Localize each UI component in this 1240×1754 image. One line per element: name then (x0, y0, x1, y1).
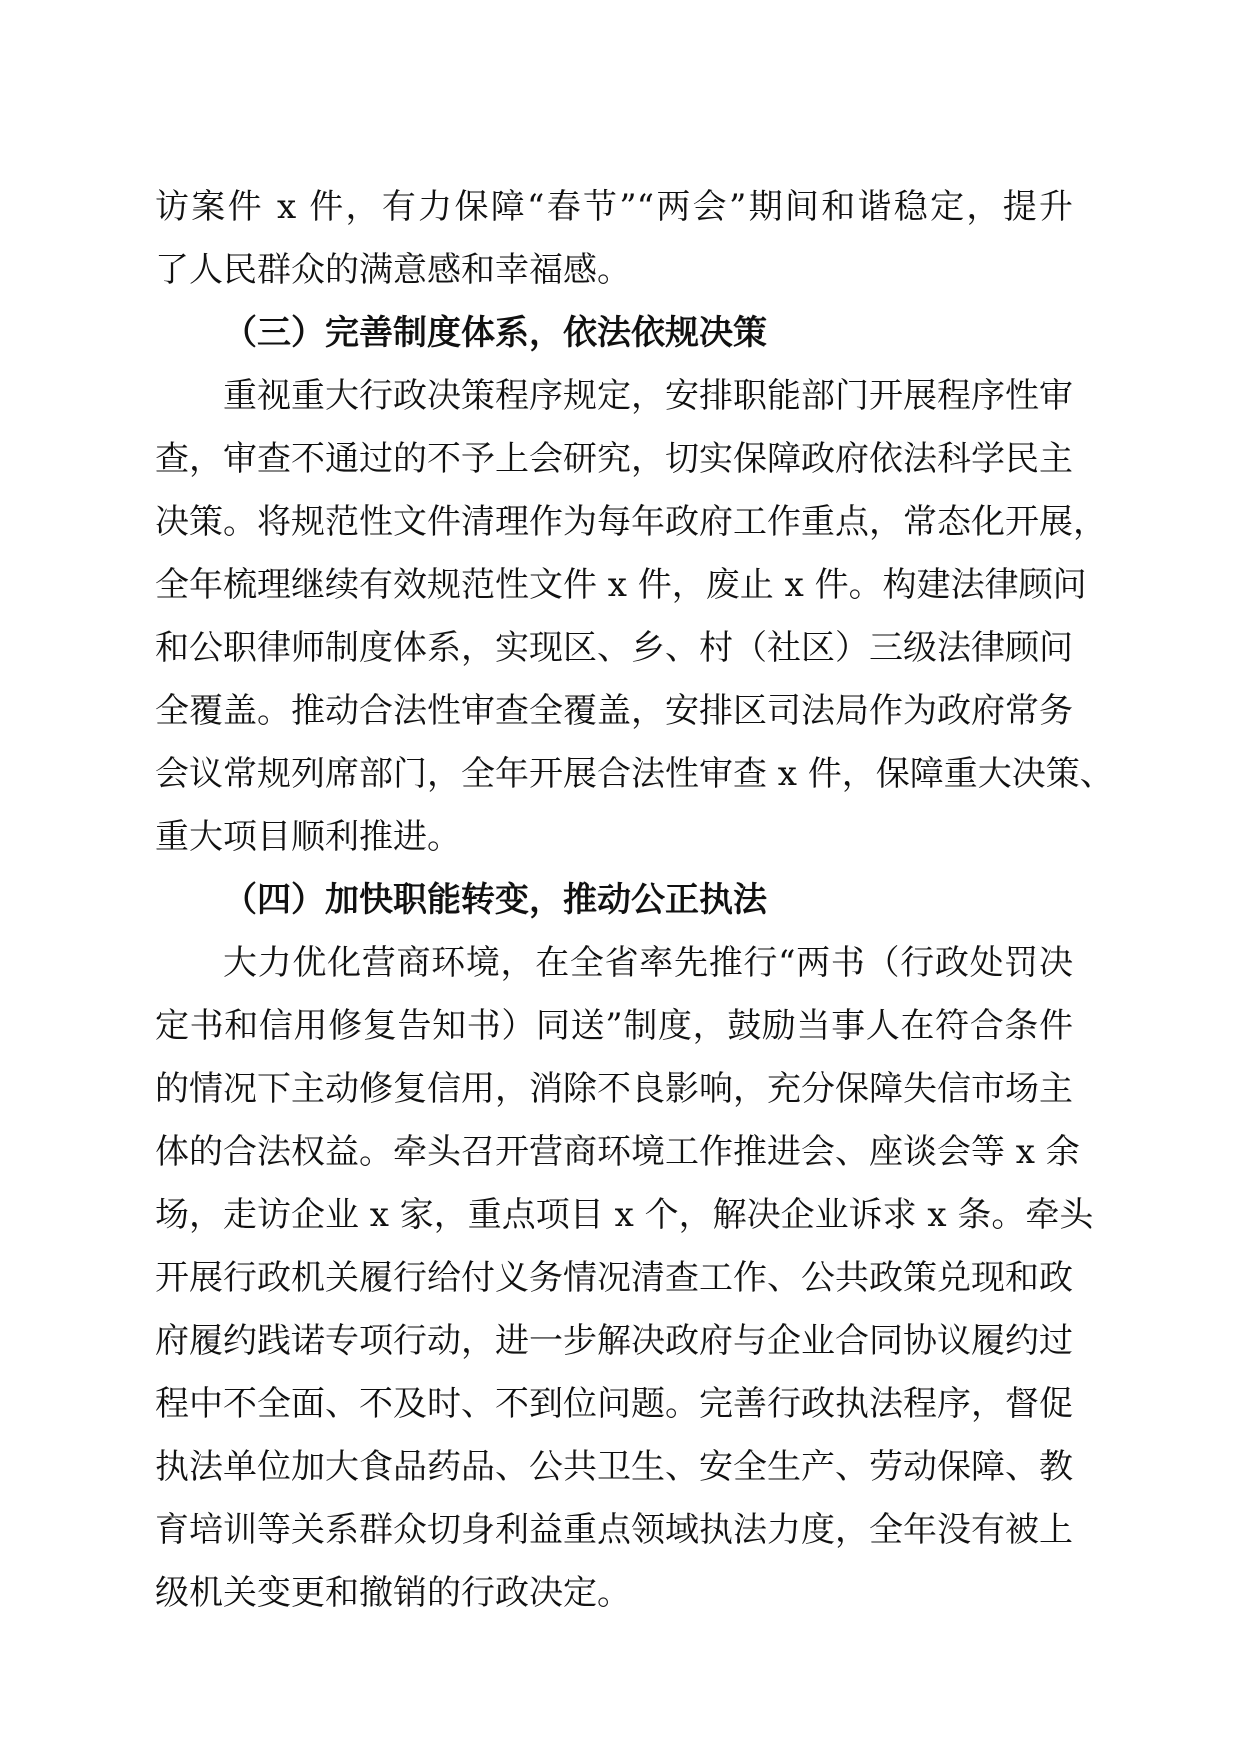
text-line: 全年梳理继续有效规范性文件 x 件，废止 x 件。构建法律顾问 (155, 565, 1087, 605)
document-page (155, 176, 1114, 1625)
text-line: 访案件 x 件，有力保障“春节”“两会”期间和谐稳定，提升 (155, 187, 1073, 227)
text-line: 级机关变更和撤销的行政决定。 (155, 1573, 631, 1613)
text-line: 查，审查不通过的不予上会研究，切实保障政府依法科学民主 (155, 439, 1073, 479)
section-3-heading: （三）完善制度体系，依法依规决策 (223, 313, 767, 353)
text-line: 重大项目顺利推进。 (155, 817, 461, 857)
text-line: 育培训等关系群众切身利益重点领域执法力度，全年没有被上 (155, 1510, 1073, 1550)
text-line: 体的合法权益。牵头召开营商环境工作推进会、座谈会等 x 余 (155, 1132, 1080, 1172)
text-line: 的情况下主动修复信用，消除不良影响，充分保障失信市场主 (155, 1069, 1073, 1109)
text-line: 执法单位加大食品药品、公共卫生、安全生产、劳动保障、教 (155, 1447, 1073, 1487)
text-line: 决策。将规范性文件清理作为每年政府工作重点，常态化开展， (155, 502, 1107, 542)
text-line: 会议常规列席部门，全年开展合法性审查 x 件，保障重大决策、 (155, 754, 1114, 794)
section-4-heading: （四）加快职能转变，推动公正执法 (223, 880, 767, 920)
text-line: 场，走访企业 x 家，重点项目 x 个，解决企业诉求 x 条。牵头 (155, 1195, 1094, 1235)
section-3 (155, 302, 1114, 869)
text-line: 大力优化营商环境，在全省率先推行“两书（行政处罚决 (223, 943, 1073, 983)
text-line: 程中不全面、不及时、不到位问题。完善行政执法程序，督促 (155, 1384, 1073, 1424)
text-line: 定书和信用修复告知书）同送”制度，鼓励当事人在符合条件 (155, 1006, 1073, 1046)
text-line: 开展行政机关履行给付义务情况清查工作、公共政策兑现和政 (155, 1258, 1073, 1298)
text-line: 重视重大行政决策程序规定，安排职能部门开展程序性审 (223, 376, 1073, 416)
text-line: 府履约践诺专项行动，进一步解决政府与企业合同协议履约过 (155, 1321, 1073, 1361)
section-4 (155, 869, 1094, 1625)
text-line: 了人民群众的满意感和幸福感。 (155, 250, 631, 290)
paragraph-continuation (155, 176, 1073, 302)
text-line: 全覆盖。推动合法性审查全覆盖，安排区司法局作为政府常务 (155, 691, 1073, 731)
text-line: 和公职律师制度体系，实现区、乡、村（社区）三级法律顾问 (155, 628, 1073, 668)
